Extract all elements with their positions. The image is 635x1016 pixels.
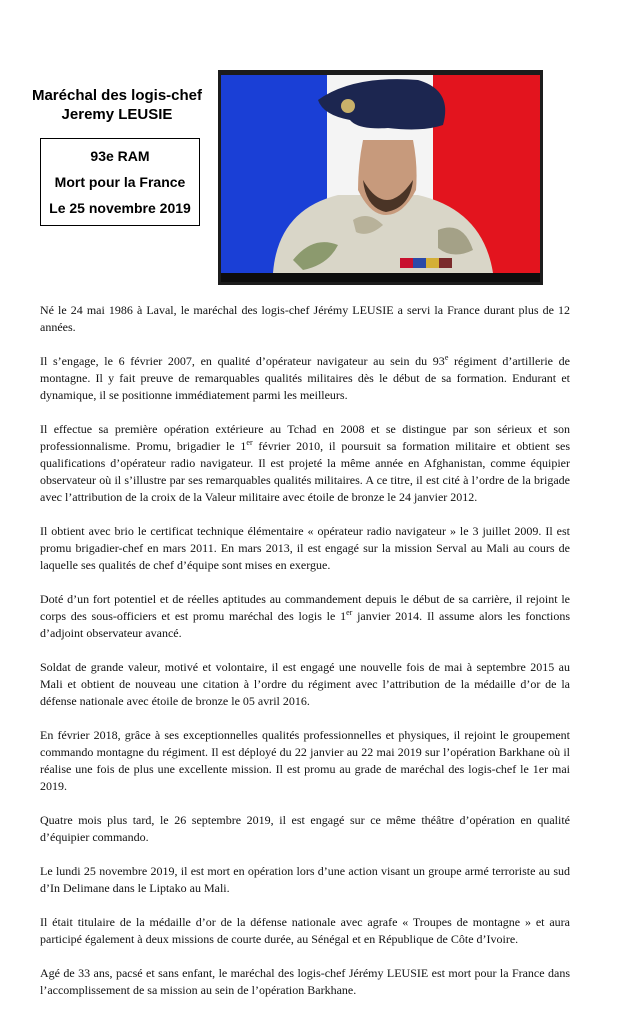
status-label: Mort pour la France (54, 174, 186, 190)
paragraph (40, 659, 570, 710)
paragraph-text: Quatre mois plus tard, le 26 septembre 2019, il est engagé sur ce même théâtre d’opération en qualité d’équipier commando. (40, 813, 570, 844)
paragraph (40, 353, 570, 404)
paragraph (40, 863, 570, 897)
beret-badge (341, 99, 355, 113)
paragraph (40, 302, 570, 336)
paragraph-text: Agé de 33 ans, pacsé et sans enfant, le maréchal des logis-chef Jérémy LEUSIE est mort pour la France dans l’accomplissement de sa mission au sein de l’opération Barkhane. (40, 966, 570, 997)
paragraph-text: Soldat de grande valeur, motivé et volontaire, il est engagé une nouvelle fois de mai à septembre 2015 au Mali et obtient de nouveau une citation à l’ordre du régiment avec l’attribution de la médaille d’or de la défense nationale avec étoile de bronze le 05 avril 2016. (40, 660, 570, 708)
paragraph (40, 965, 570, 999)
paragraph-text: janvier 2014. Il assume alors les fonctions d’adjoint observateur avancé. (40, 609, 570, 640)
paragraph-text: En février 2018, grâce à ses exceptionnelles qualités professionnelles et physiques, il rejoint le groupement commando montagne du régiment. Il est déployé du 22 janvier au 22 mai 2019 sur l’opération Barkhane où il réalise une fois de plus une excellente mission. Il est promu au grade de maréchal des logis-chef le 1er mai 2019. (40, 728, 570, 793)
paragraph-text: février 2010, il poursuit sa formation militaire et obtient ses qualifications d’opérateur radio navigateur. Il est projeté la même année en Afghanistan, comme équipier observateur où il s’illustre par ses remarquables qualités militaires. A ce titre, il est cité à l’ordre de la brigade avec l’attribution de la croix de la Valeur militaire avec étoile de bronze le 24 janvier 2012. (40, 439, 570, 504)
paragraph-text: Il obtient avec brio le certificat technique élémentaire « opérateur radio navigateur » le 3 juillet 2009. Il est promu brigadier-chef en mars 2011. En mars 2013, il est engagé sur la mission Serval au Mali au cours de laquelle ses qualités de chef d’équipe sont mises en exergue. (40, 524, 570, 572)
portrait-illustration (218, 70, 543, 285)
paragraph-text: Il s’engage, le 6 février 2007, en qualité d’opérateur navigateur au sein du 93 (40, 354, 445, 368)
unit-label: 93e RAM (90, 148, 150, 164)
paragraph-text: Né le 24 mai 1986 à Laval, le maréchal des logis-chef Jérémy LEUSIE a servi la France durant plus de 12 années. (40, 303, 570, 334)
paragraph (40, 914, 570, 948)
superscript: e (444, 353, 449, 362)
name-title: Jeremy LEUSIE (61, 106, 173, 123)
header-title (22, 86, 212, 124)
rank-title: Maréchal des logis-chef (31, 87, 203, 104)
superscript: er (246, 438, 253, 447)
portrait-photo (218, 70, 543, 285)
biography-text (40, 302, 570, 1016)
info-box (40, 138, 200, 226)
superscript: er (346, 608, 353, 617)
paragraph-text: Il effectue sa première opération extérieure au Tchad en 2008 et se distingue par son sérieux et son professionnalisme. Promu, brigadier le 1 (40, 422, 570, 453)
date-label: Le 25 novembre 2019 (49, 200, 191, 216)
paragraph (40, 727, 570, 795)
paragraph-text: Doté d’un fort potentiel et de réelles aptitudes au commandement depuis le début de sa carrière, il rejoint le corps des sous-officiers et est promu maréchal des logis le 1 (40, 592, 570, 623)
paragraph (40, 523, 570, 574)
paragraph (40, 421, 570, 506)
paragraph-text: Le lundi 25 novembre 2019, il est mort en opération lors d’une action visant un groupe armé terroriste au sud d’In Delimane dans le Liptako au Mali. (40, 864, 570, 895)
paragraph (40, 812, 570, 846)
paragraph (40, 591, 570, 642)
paragraph-text: régiment d’artillerie de montagne. Il y fait preuve de remarquables qualités militaires dès le début de sa formation. Endurant et dynamique, il se positionne immédiatement parmi les meilleurs. (40, 354, 570, 402)
paragraph-text: Il était titulaire de la médaille d’or de la défense nationale avec agrafe « Troupes de montagne » et aura participé également à deux missions de courte durée, au Sénégal et en République de Côte d’Ivoire. (40, 915, 570, 946)
